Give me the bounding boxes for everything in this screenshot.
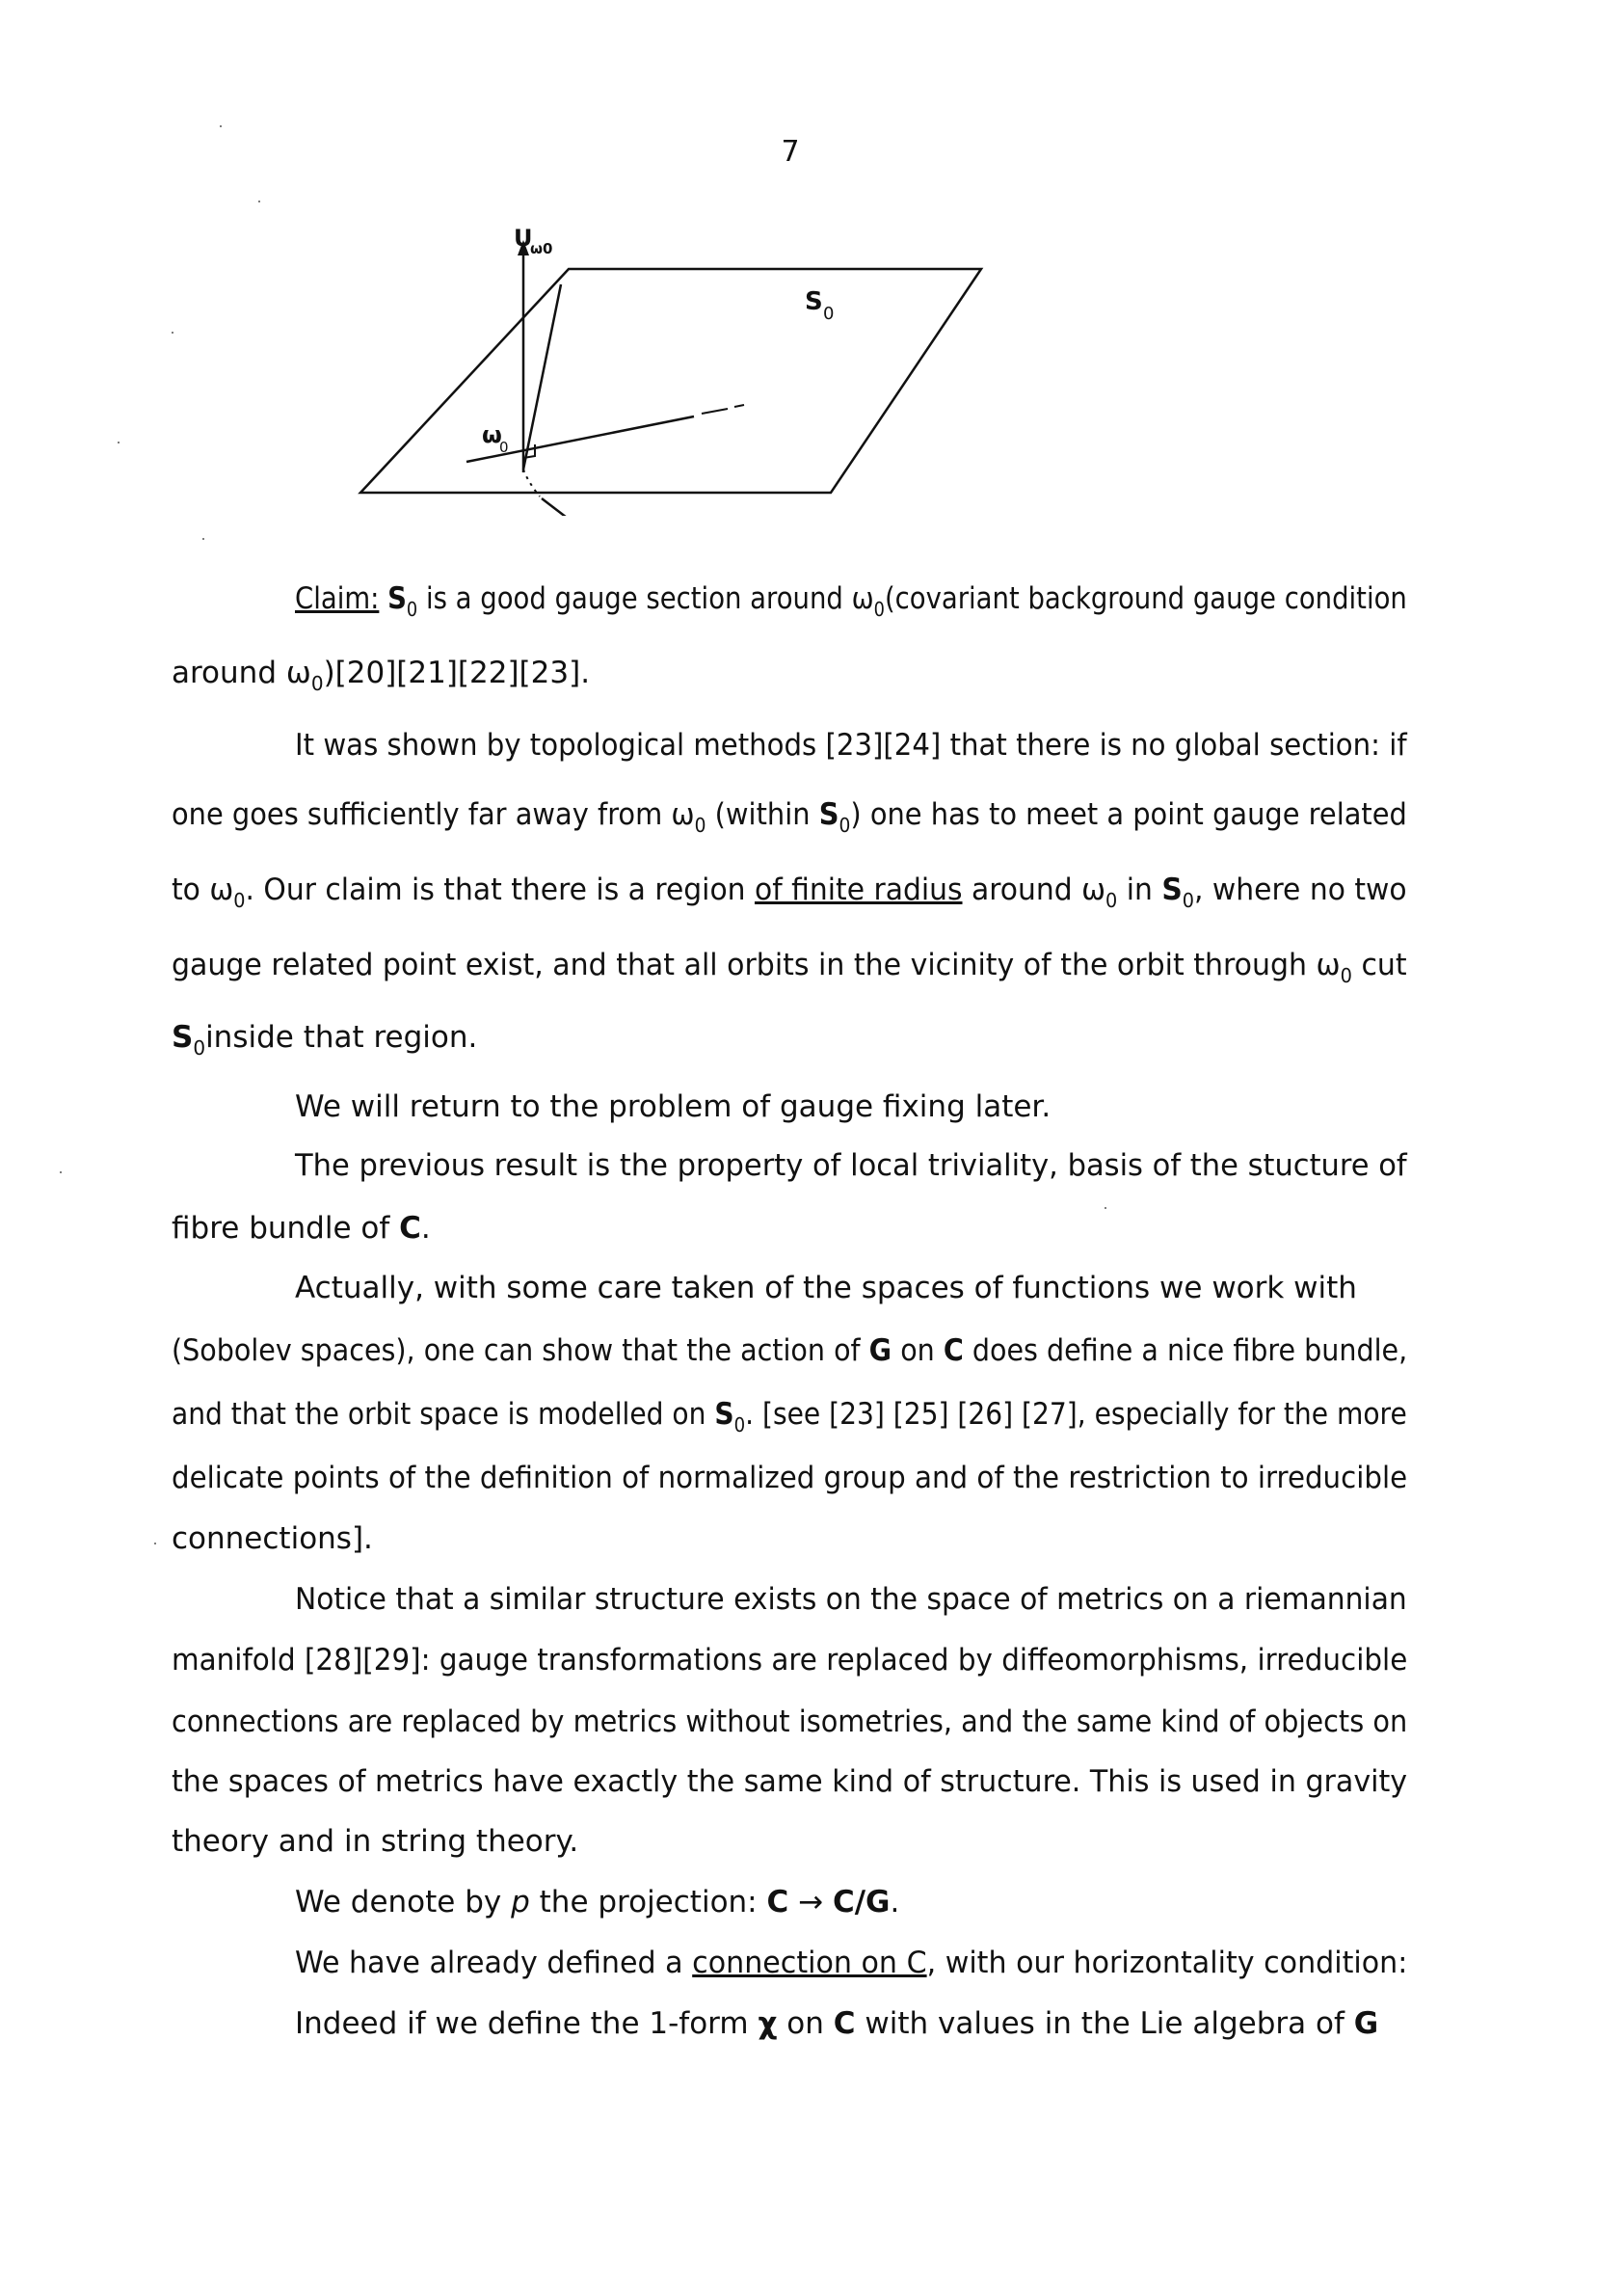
text-segment: connections are replaced by metrics without isometries, and the same kind of objects on [172,1705,1408,1739]
text-segment: connection on C [692,1946,927,1980]
text-segment: C [766,1885,789,1920]
text-segment: on [777,2006,834,2041]
horizontal-line-dash-1 [702,409,728,414]
text-segment: . [420,1211,431,1246]
text-line [295,1089,1051,1124]
text-line [295,728,1407,763]
text-line [172,1521,373,1556]
text-segment: Notice that a similar structure exists on the space of metrics on a riemannian [295,1582,1407,1617]
text-segment: S [818,797,839,832]
text-segment: S [172,1020,194,1055]
text-segment: the projection: [529,1885,767,1920]
text-line [172,1020,477,1060]
text-segment: of finite radius [754,873,963,907]
text-segment: delicate points of the definition of normalized group and of the restriction to irreducible [172,1461,1408,1495]
label-u-sub: ω0 [530,240,553,257]
text-segment: in [1117,873,1162,907]
text-segment: 0 [193,1036,206,1060]
text-segment: C [833,2006,856,2041]
text-segment: . Our claim is that there is a region [245,873,755,907]
orbit-curve-solid [542,498,574,516]
text-segment: p [511,1885,530,1920]
text-segment: Claim: [295,581,380,616]
text-line [172,1333,1407,1368]
text-line [295,1885,899,1920]
text-segment: C/G [832,1885,891,1920]
text-segment: . [see [23] [25] [26] [27], especially for the more [745,1397,1407,1432]
label-s0-sub: 0 [823,304,835,324]
gauge-section-figure [347,217,1002,516]
text-segment: around ω [962,873,1106,907]
label-w0: ω [482,421,502,448]
text-segment: and that the orbit space is modelled on [172,1397,715,1432]
text-line [172,873,1407,912]
text-segment: Indeed if we define the 1-form [295,2006,759,2041]
text-segment: connections]. [172,1521,373,1556]
label-u: U [514,225,533,252]
text-segment: (covariant background gauge condition [884,581,1407,616]
scan-speck [258,201,260,202]
horizontal-line-dash-2 [734,405,744,407]
text-segment: 0 [839,814,851,837]
text-segment: We will return to the problem of gauge fixing later. [295,1089,1052,1124]
text-segment: does define a nice fibre bundle, [963,1333,1408,1368]
text-segment: χ [758,2006,778,2041]
text-segment: 0 [733,1413,746,1436]
text-segment: )[20][21][22][23]. [323,656,591,690]
scan-speck [154,1543,156,1544]
text-line [295,581,1407,621]
text-segment: inside that region. [205,1020,478,1055]
text-line [172,1643,1407,1678]
text-segment: We have already defined a [295,1946,693,1980]
text-segment: 0 [1182,889,1195,912]
text-segment: (within [706,797,819,832]
text-line [172,948,1407,987]
text-segment: 0 [233,889,246,912]
text-line [172,1397,1407,1436]
text-segment: cut [1351,948,1407,982]
text-segment: 0 [1340,964,1352,987]
text-segment: one goes sufficiently far away from ω [172,797,695,832]
scan-speck [118,442,120,443]
text-segment: to ω [172,873,234,907]
text-line [172,656,590,695]
text-segment: 0 [310,672,324,695]
text-line [172,1824,578,1859]
text-line [295,2006,1378,2041]
text-segment: ) one has to meet a point gauge related [850,797,1407,832]
text-segment: G [868,1333,892,1368]
text-segment: 0 [873,598,885,621]
text-segment: , where no two [1194,873,1407,907]
text-segment: , with our horizontality condition: [926,1946,1408,1980]
text-segment: 0 [694,814,706,837]
text-line [172,1705,1407,1739]
label-w0-sub: 0 [499,439,509,456]
text-segment: is a good gauge section around ω [417,581,874,616]
text-line [172,797,1407,837]
text-segment: The previous result is the property of local triviality, basis of the stucture of [295,1148,1407,1183]
text-segment: Actually, with some care taken of the spaces of functions we work with [295,1271,1357,1305]
text-segment: gauge related point exist, and that all orbits in the vicinity of the orbit through ω [172,948,1341,982]
text-line [172,1764,1407,1799]
text-segment: 0 [406,598,418,621]
text-segment: (Sobolev spaces), one can show that the action of [172,1333,869,1368]
text-line [172,1461,1407,1495]
text-segment: fibre bundle of [172,1211,400,1246]
text-segment: G [1353,2006,1379,2041]
label-s0: S [805,287,823,316]
text-segment: the spaces of metrics have exactly the same kind of structure. This is used in gravity [172,1764,1408,1799]
text-line [295,1582,1407,1617]
scan-speck [202,538,204,540]
text-segment: 0 [1105,889,1118,912]
scan-speck [1105,1207,1106,1209]
gauge-section-plane [360,269,981,493]
scan-speck [220,125,222,127]
text-line [295,1148,1407,1183]
scan-speck [172,332,173,334]
text-segment: S [714,1397,734,1432]
text-segment: C [943,1333,964,1368]
page-number: 7 [781,135,800,169]
text-segment: around ω [172,656,311,690]
text-line [295,1271,1357,1305]
text-segment: with values in the Lie algebra of [855,2006,1354,2041]
text-line [295,1946,1407,1980]
text-segment: It was shown by topological methods [23][24] that there is no global section: if [295,728,1407,763]
text-segment: S [1161,873,1183,907]
text-line [172,1211,431,1246]
text-segment: S [387,581,407,616]
text-segment: C [399,1211,421,1246]
scan-speck [60,1171,62,1173]
text-segment: on [892,1333,944,1368]
text-segment: . [890,1885,900,1920]
text-segment: manifold [28][29]: gauge transformations are replaced by diffeomorphisms, irreducible [172,1643,1408,1678]
text-segment: theory and in string theory. [172,1824,579,1859]
text-segment: We denote by [295,1885,512,1920]
text-segment: → [788,1885,833,1920]
